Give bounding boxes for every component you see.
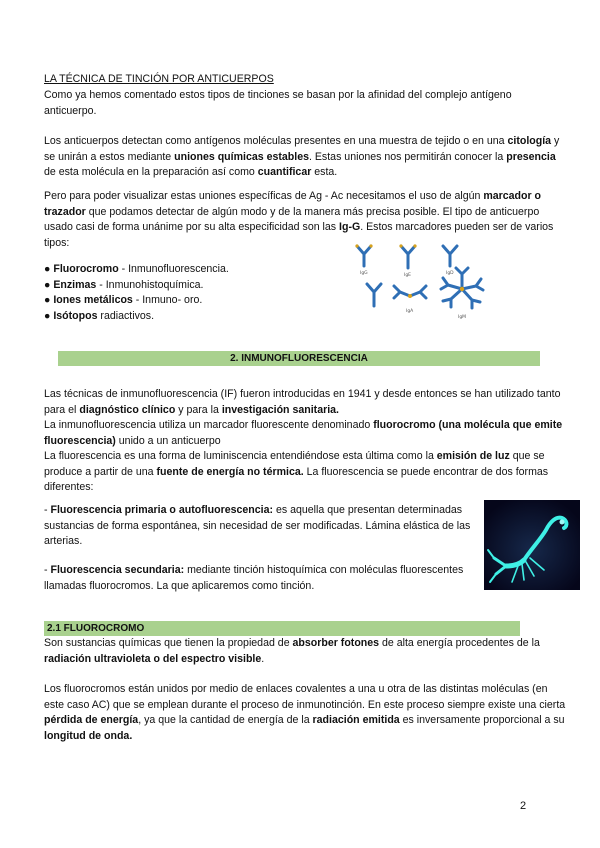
antibody-label-iga: IgA (406, 309, 414, 314)
list-item: ● Iones metálicos - Inmuno- oro. (44, 294, 203, 306)
fluorescent-scorpion-photo (484, 500, 580, 590)
antibody-diagram (350, 244, 496, 320)
secondary-fluorescence-paragraph: - Fluorescencia secundaria: mediante tinción histoquímica con moléculas fluorescentes llamadas fluorocromos. La que aplicaremos como tinción. (44, 564, 464, 592)
fluorochrome-definition-paragraph: Son sustancias químicas que tienen la propiedad de absorber fotones de alta energía procedentes de la radiación ultravioleta o del espectro visible. (44, 637, 540, 665)
section-heading-inmunofluorescencia: 2. INMUNOFLUORESCENCIA (58, 351, 540, 366)
antibody-label-igg: IgG (360, 271, 368, 276)
ige-antibody-shape (401, 246, 415, 268)
scorpion-image (484, 500, 580, 590)
marker-list (44, 262, 294, 324)
intro-paragraph: Como ya hemos comentado estos tipos de tinciones se basan por la afinidad del complejo antígeno anticuerpo. (44, 89, 512, 117)
antibody-shape (367, 284, 381, 306)
antibody-label-igd: IgD (446, 271, 454, 276)
history-paragraph: Las técnicas de inmunofluorescencia (IF) fueron introducidas en 1941 y desde entonces se han utilizado tanto para el diagnóstico clínico y para la investigación sanitaria. (44, 388, 561, 416)
antibody-label-igm: IgM (458, 315, 467, 320)
igg-antibody-shape (357, 246, 371, 266)
antibody-paragraph: Los anticuerpos detectan como antígenos moléculas presentes en una muestra de tejido o en una citología y se unirán a estos mediante uniones químicas estables. Estas uniones nos permitirán conocer la presencia de esta molécula en la preparación así como cuantificar esta. (44, 135, 560, 178)
igd-antibody-shape (443, 246, 457, 266)
section-heading-fluorocromo: 2.1 FLUOROCROMO (44, 621, 520, 636)
list-item: ● Fluorocromo - Inmunofluorescencia. (44, 263, 229, 275)
fluorescence-paragraph: La fluorescencia es una forma de luminiscencia entendiéndose esta última como la emisión de luz que se produce a partir de una fuente de energía no térmica. La fluorescencia se puede encontrar de dos formas diferentes: (44, 450, 549, 493)
list-item: ● Isótopos radiactivos. (44, 309, 155, 322)
list-item: ● Enzimas - Inmunohistoquímica. (44, 278, 204, 291)
technique-heading: LA TÉCNICA DE TINCIÓN POR ANTICUERPOS (44, 73, 274, 85)
antibody-label-ige: IgE (404, 273, 412, 278)
page-number: 2 (520, 800, 527, 812)
primary-fluorescence-paragraph: - Fluorescencia primaria o autofluorescencia: es aquella que presentan determinadas sustancias de forma espontánea, sin necesidad de ser modificadas. Lámina elástica de las arterias. (44, 504, 471, 547)
fluorochrome-paragraph: La inmunofluorescencia utiliza un marcador fluorescente denominado fluorocromo (una molécula que emite fluorescencia) unido a un anticuerpo (44, 419, 563, 447)
covalent-bond-paragraph: Los fluorocromos están unidos por medio de enlaces covalentes a una u otra de las distintas moléculas (en este caso AC) que se emplean durante el proceso de inmunotinción. En este proceso siempre existe una cierta pérdida de energía, ya que la cantidad de energía de la radiación emitida es inversamente proporcional a su longitud de onda. (44, 683, 566, 742)
marker-paragraph: Pero para poder visualizar estas uniones específicas de Ag - Ac necesitamos el uso de algún marcador o trazador que podamos detectar de algún modo y de la manera más precisa posible. El tipo de anticuerpo usado casi de forma unánime por su alta especificidad son las Ig-G. Estos marcadores pueden ser de varios tipos: (44, 190, 554, 249)
